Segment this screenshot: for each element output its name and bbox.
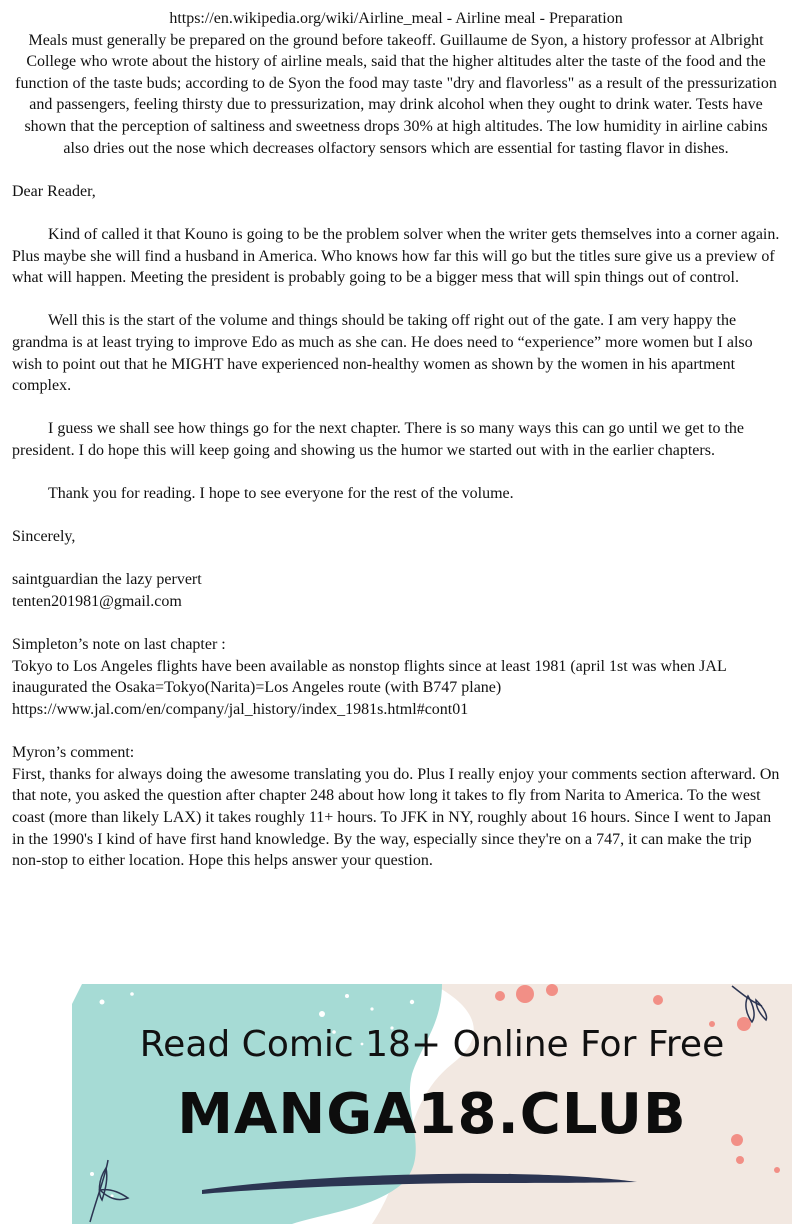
letter-paragraph-2: Well this is the start of the volume and things should be taking off right out of the gate. I am very happy the grandma is at least trying to improve Edo as much as she can. He does need to “experience” more women but I also wish to point out that he MIGHT have experienced non-healthy women as shown by the women in his apartment complex. (12, 312, 753, 395)
salutation: Dear Reader, (12, 182, 96, 200)
myron-comment-heading: Myron’s comment: (12, 744, 135, 762)
simpleton-note-link: https://www.jal.com/en/company/jal_history/index_1981s.html#cont01 (12, 701, 469, 718)
closing: Sincerely, (12, 528, 76, 546)
wikipedia-excerpt (12, 8, 780, 159)
simpleton-note-heading: Simpleton’s note on last chapter : (12, 636, 226, 654)
source-line: https://en.wikipedia.org/wiki/Airline_meal - Airline meal - Preparation (169, 10, 623, 27)
letter-paragraph-1: Kind of called it that Kouno is going to be the problem solver when the writer gets themselves into a corner again. Plus maybe she will find a husband in America. Who knows how far this will go but the titles sure give us a preview of what will happen. Meeting the president is probably going to be a bigger mess that will spin things out of control. (12, 225, 780, 287)
banner-tagline: Read Comic 18+ Online For Free (139, 1024, 725, 1065)
signature-email: tenten201981@gmail.com (12, 593, 182, 611)
simpleton-note-body: Tokyo to Los Angeles flights have been available as nonstop flights since at least 1981 (april 1st was when JAL inaugurated the Osaka=Tokyo(Narita)=Los Angeles route (with B747 plane) (12, 657, 727, 697)
letter-paragraph-4: Thank you for reading. I hope to see everyone for the rest of the volume. (48, 485, 514, 503)
promo-banner[interactable] (72, 984, 792, 1224)
myron-comment-body: First, thanks for always doing the awesome translating you do. Plus I really enjoy your comments section afterward. On that note, you asked the question after chapter 248 about how long it takes to fly from Narita to America. To the west coast (more than likely LAX) it takes roughly 11+ hours. To JFK in NY, roughly about 16 hours. Since I went to Japan in the 1990's I kind of have first hand knowledge. By the way, especially since they're on a 747, it can make the trip non-stop to either location. Hope this helps answer your question. (12, 765, 780, 870)
excerpt-paragraph: Meals must generally be prepared on the ground before takeoff. Guillaume de Syon, a history professor at Albright College who wrote about the history of airline meals, said that the higher altitudes alter the taste of the food and the function of the taste buds; according to de Syon the food may taste "dry and flavorless" as a result of the pressurization and passengers, feeling thirsty due to pressurization, may drink alcohol when they ought to drink water. Tests have shown that the perception of saltiness and sweetness drops 30% at high altitudes. The low humidity in airline cabins also dries out the nose which decreases olfactory sensors which are essential for tasting flavor in dishes. (15, 31, 777, 157)
document-body (12, 8, 780, 872)
letter-paragraph-3: I guess we shall see how things go for the next chapter. There is so many ways this can go until we get to the president. I do hope this will keep going and showing us the humor we started out with in the earlier chapters. (12, 420, 744, 459)
signature-name: saintguardian the lazy pervert (12, 571, 202, 589)
banner-brand[interactable]: MANGA18.CLUB (177, 1082, 687, 1147)
